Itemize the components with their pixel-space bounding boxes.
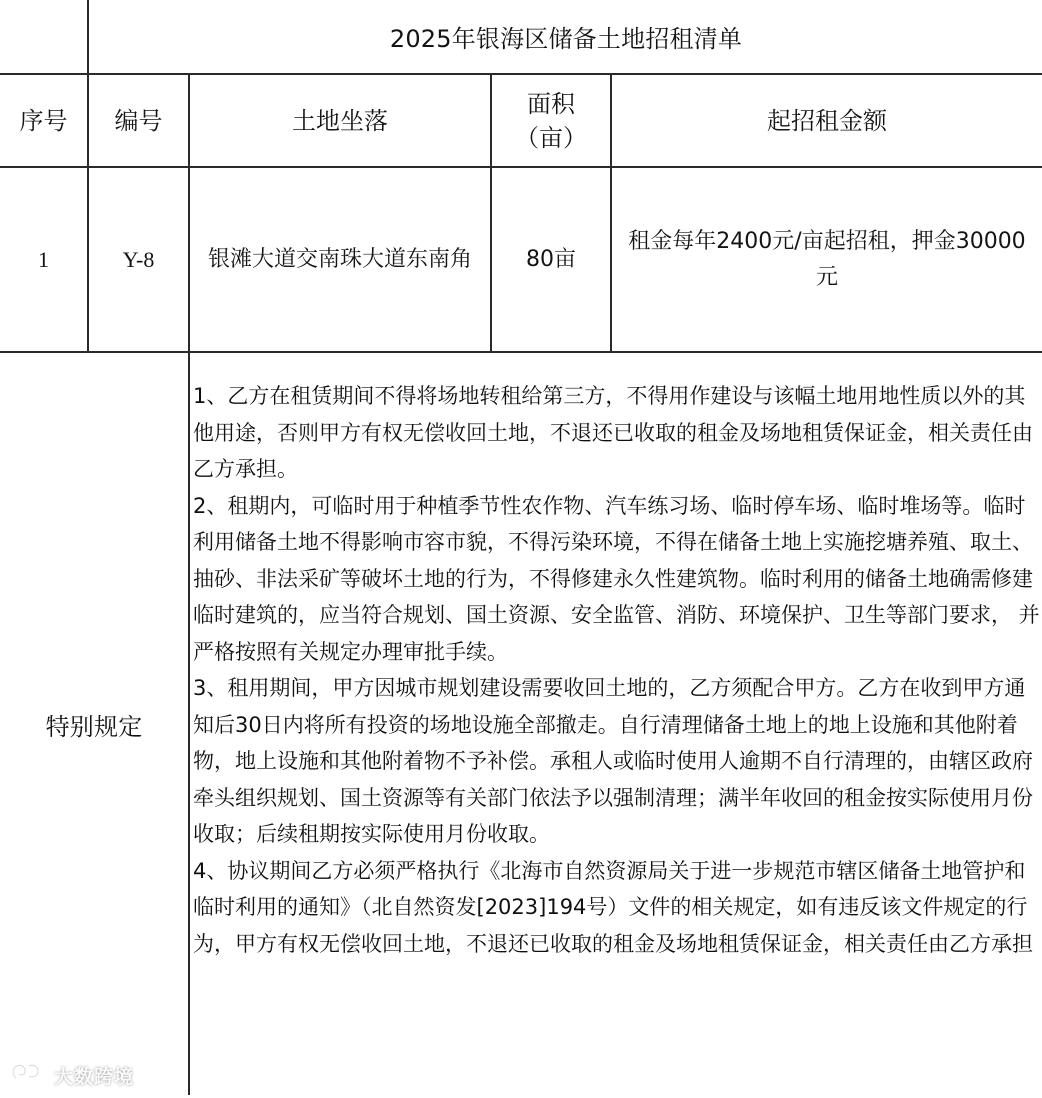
special-provisions-label: 特别规定 bbox=[45, 712, 143, 741]
special-provision-item-4: 4、协议期间乙方必须严格执行《北海市自然资源局关于进一步规范市辖区储备土地管护和临时利用的通知》（北自然资发[2023]194号）文件的相关规定，如有违反该文件规定的行为，甲方有权无偿收回土地，不退还已收取的租金及场地租赁保证金，相关责任由乙方承担 bbox=[193, 858, 1033, 956]
row-rent-value: 租金每年2400元/亩起招租，押金30000元 bbox=[628, 228, 1026, 290]
special-provision-item-2: 2、租期内，可临时用于种植季节性农作物、汽车练习场、临时停车场、临时堆场等。临时利用储备土地不得影响市容市貌，不得污染环境，不得在储备土地上实施挖塘养殖、取土、抽砂、非法采矿等破坏土地的行为，不得修建永久性建筑物。临时利用的储备土地确需修建临时建筑的，应当符合规划、国土资源、安全监管、消防、环境保护、卫生等部门要求， 并严格按照有关规定办理审批手续。 bbox=[193, 493, 1040, 664]
watermark-text: 大数跨境 bbox=[54, 1065, 135, 1088]
location-column-header: 土地坐落 bbox=[292, 106, 388, 135]
row-serial-value: 1 bbox=[38, 246, 49, 272]
row-code-value: Y-8 bbox=[122, 246, 155, 272]
watermark-logo-icon bbox=[8, 1061, 50, 1090]
title-left-border bbox=[87, 0, 89, 73]
special-provision-item-1: 1、乙方在租赁期间不得将场地转租给第三方，不得用作建设与该幅土地用地性质以外的其他用途，否则甲方有权无偿收回土地，不退还已收取的租金及场地租赁保证金，相关责任由乙方承担。 bbox=[193, 384, 1033, 481]
code-column-header: 编号 bbox=[114, 106, 163, 135]
serial-column-header: 序号 bbox=[19, 106, 68, 135]
document-title: 2025年银海区储备土地招租清单 bbox=[389, 25, 743, 53]
area-column-header: 面积 （亩） bbox=[515, 89, 587, 152]
rent-column-header: 起招租金额 bbox=[767, 106, 887, 135]
special-provision-item-3: 3、租用期间，甲方因城市规划建设需要收回土地的，乙方须配合甲方。乙方在收到甲方通知后30日内将所有投资的场地设施全部撤走。自行清理储备土地上的地上设施和其他附着物，地上设施和其他附着物不予补偿。承租人或临时使用人逾期不自行清理的，由辖区政府牵头组织规划、国土资源等有关部门依法予以强制清理；满半年收回的租金按实际使用月份收取；后续租期按实际使用月份收取。 bbox=[193, 676, 1033, 846]
watermark bbox=[8, 1062, 134, 1088]
row-location-value: 银滩大道交南珠大道东南角 bbox=[207, 246, 472, 272]
special-provisions-text bbox=[193, 378, 1042, 1098]
row-area-value: 80亩 bbox=[526, 246, 576, 272]
